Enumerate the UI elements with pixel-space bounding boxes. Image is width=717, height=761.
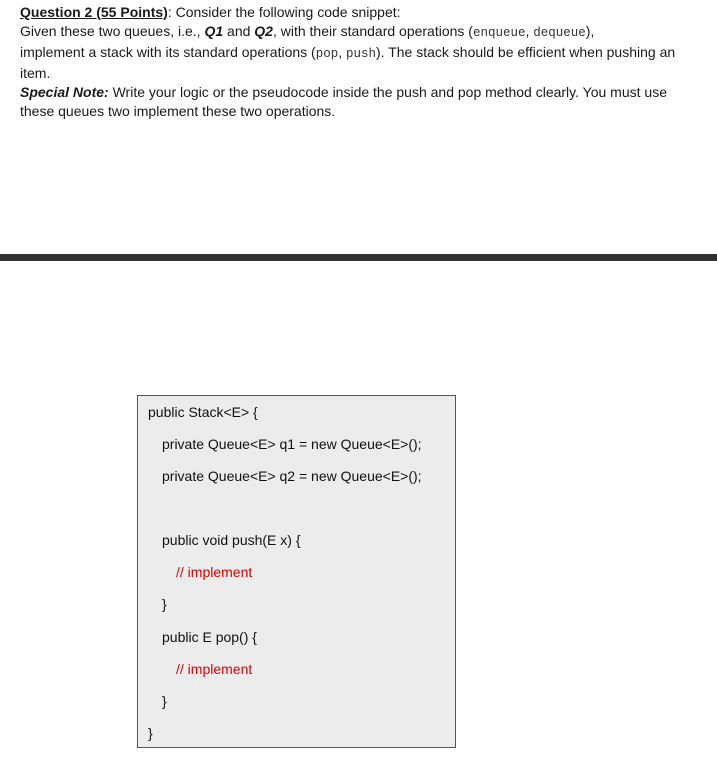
question-text-part: ), [585, 23, 595, 39]
question-text-part: Given these two queues, i.e., [20, 23, 205, 39]
queue-name-q1: Q1 [204, 23, 224, 39]
code-pop-declaration: public E pop() { [162, 629, 257, 645]
question-text-part: , [525, 23, 534, 39]
code-field-q1: private Queue<E> q1 = new Queue<E>(); [162, 436, 422, 452]
op-enqueue: enqueue [472, 26, 526, 40]
code-class-declaration: public Stack<E> { [148, 404, 258, 420]
question-text [20, 3, 700, 121]
code-pop-close: } [162, 693, 167, 709]
code-class-close: } [148, 725, 153, 741]
code-snippet [137, 395, 456, 748]
code-push-declaration: public void push(E x) { [162, 532, 301, 548]
op-dequeue: dequeue [533, 26, 586, 40]
question-text-part: ). The stack should be efficient when pushing an item. [20, 44, 676, 81]
question-text-part: implement a stack with its standard operations ( [20, 44, 316, 60]
code-push-close: } [162, 596, 167, 612]
question-title-suffix: : Consider the following code snippet: [167, 4, 401, 20]
question-title: Question 2 (55 Points) [20, 4, 168, 20]
code-field-q2: private Queue<E> q2 = new Queue<E>(); [162, 468, 422, 484]
op-pop: pop [315, 47, 339, 61]
special-note [20, 83, 700, 121]
op-push: push [346, 47, 377, 61]
special-note-text: Write your logic or the pseudocode inside the push and pop method clearly. You must use these queues two implement these two operations. [20, 84, 667, 119]
queue-name-q2: Q2 [254, 23, 273, 39]
special-note-label: Special Note: [20, 84, 109, 100]
question-text-part: , with their standard operations ( [272, 23, 473, 39]
question-text-part: and [223, 23, 255, 39]
section-divider [0, 254, 717, 261]
code-pop-comment: // implement [176, 661, 253, 677]
question-text-part: , [338, 44, 346, 60]
question-paragraph [20, 3, 700, 83]
code-push-comment: // implement [176, 564, 253, 580]
